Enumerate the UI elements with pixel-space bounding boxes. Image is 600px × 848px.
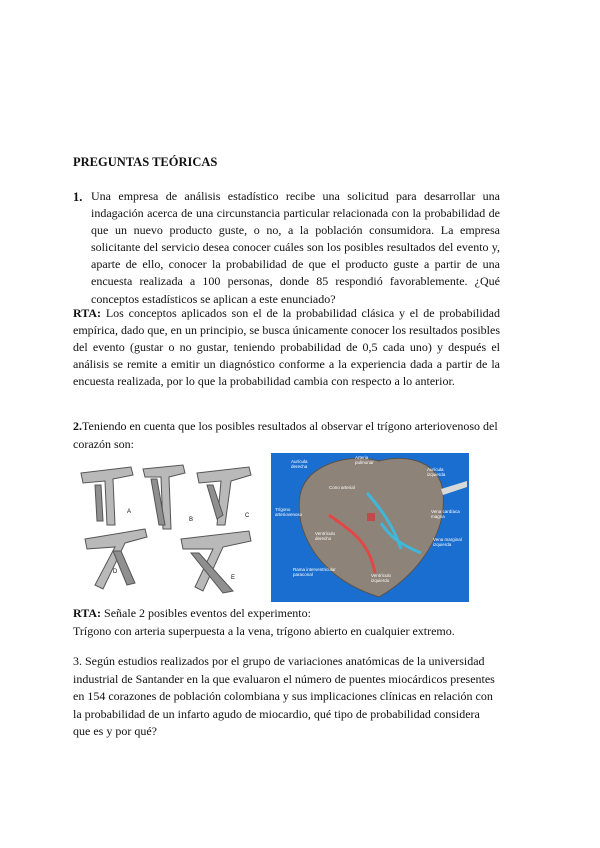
photo-label-vena-cardiaca-magna: Vena cardíaca magna (431, 509, 460, 519)
variant-a-vessel (95, 485, 103, 521)
variant-a-shape (81, 467, 133, 525)
answer-2-line-1 (73, 604, 500, 622)
photo-label-ventriculo-derecho: Ventrículo derecho (315, 531, 336, 541)
answer-2-prompt: Señale 2 posibles eventos del experimento: (101, 606, 311, 620)
trigone-variants-figure (73, 455, 270, 600)
question-1-number: 1. (73, 190, 83, 204)
photo-label-ventriculo-izquierdo: Ventrículo izquierdo (371, 573, 392, 583)
question-2-text: Teniendo en cuenta que los posibles resultados al observar el trígono arteriovenoso del corazón son: (73, 419, 498, 451)
trigone-marker (367, 513, 375, 521)
photo-label-auricula-derecha: Aurícula derecha (291, 459, 308, 469)
heart-photo (271, 453, 469, 602)
photo-label-vena-marginal: Vena marginal izquierda (433, 537, 462, 547)
variant-label-c: C (245, 513, 250, 519)
page-heading: PREGUNTAS TEÓRICAS (73, 155, 218, 169)
variant-label-d: D (113, 569, 118, 575)
probe-rod (441, 481, 467, 495)
question-2-number: 2. (73, 419, 82, 433)
variant-c-shape (197, 467, 251, 525)
photo-label-cono-arterial: Cono arterial (329, 485, 355, 490)
photo-label-trigono: Trígono arteriovenoso (275, 507, 303, 517)
question-3: 3. Según estudios realizados por el grupo de variaciones anatómicas de la universidad industrial de Santander en la que evaluaron el número de puentes miocárdicos presentes en 154 corazones de población colombiana y sus implicaciones clínicas en relación con la probabilidad de un infarto agudo de miocardio, qué tipo de probabilidad considera que es y por qué? (73, 654, 495, 739)
answer-1 (73, 305, 500, 390)
photo-label-rama-interventricular: Rama interventricular paraconal (293, 567, 336, 577)
question-2 (73, 417, 500, 453)
answer-2 (73, 604, 500, 640)
variant-d-vessel (113, 551, 135, 585)
variant-label-a: A (127, 509, 132, 515)
trigone-variants-drawing (73, 455, 270, 600)
question-1-text: Una empresa de análisis estadístico recibe una solicitud para desarrollar una indagación acerca de una circunstancia particular relacionada con la probabilidad de que un nuevo producto guste, o no, a la población consumidora. La empresa solicitante del servicio desea conocer cuáles son los posibles resultados del evento y, aparte de ello, conocer la probabilidad de que el producto guste a partir de una encuesta realizada a 100 personas, donde 85 respondió favorablemente. ¿Qué conceptos estadísticos se aplican a este enunciado? (91, 189, 500, 306)
photo-label-arteria-pulmonar: Arteria pulmonar (355, 455, 374, 465)
photo-label-auricula-izquierda: Aurícula izquierda (427, 467, 446, 477)
variant-label-b: B (189, 517, 194, 523)
answer-1-label: RTA: (73, 306, 102, 320)
answer-2-line-2: Trígono con arteria superpuesta a la vena, trígono abierto en cualquier extremo. (73, 624, 455, 638)
variant-label-e: E (231, 575, 236, 581)
answer-1-text: Los conceptos aplicados son el de la probabilidad clásica y el de probabilidad empírica, dado que, en un principio, se busca únicamente conocer los resultados posibles del evento (gustar o no gustar, teniendo probabilidad de 0,5 cada uno) y después el análisis se remite a emitir un diagnóstico conforme a la experiencia dada a partir de la encuesta realizada, por lo que la probabilidad cambia con respecto a lo anterior. (73, 306, 500, 389)
answer-2-label: RTA: (73, 606, 102, 620)
